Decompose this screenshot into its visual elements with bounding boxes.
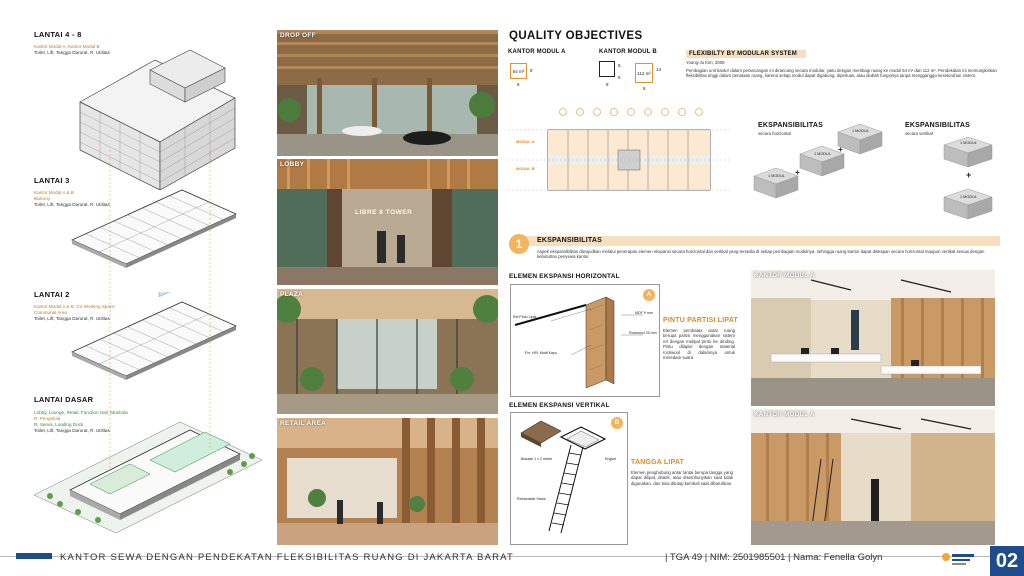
binus-logo-icon: [938, 549, 976, 571]
floor-use: Toilet, Lift, Tangga Darurat, R. Utilitas: [34, 316, 110, 321]
module-b-square: [599, 61, 615, 77]
callout-label: Engsel: [605, 457, 616, 461]
section-title: EKSPANSIBILITAS: [537, 237, 602, 244]
lobby-render-image: [277, 159, 498, 285]
section-body: Aspek ekspansibilitas diwujudkan melalui penerapan elemen ekspansi secara horizontal dan vertikal yang tersedia di setiap pembagian modulnya, sehingga ruang kantor dapat diekspan secara horizontal maupun vertikal sesuai dengan kebutuhan penyewa kantor.: [537, 249, 985, 260]
lobby-sign: LIBRE 8 TOWER: [355, 209, 413, 216]
plus-sign: +: [966, 170, 972, 180]
modular-floor-plan: [508, 100, 730, 220]
module-b-dim: 6: [618, 75, 621, 80]
plus-sign: +: [795, 168, 800, 177]
vertical-modules-diagram: [940, 135, 1000, 225]
callout-label: MDF 9 mm: [635, 311, 653, 315]
module-block-label: 1 MODUL: [960, 141, 977, 145]
elem-v-title: ELEMEN EKSPANSI VERTIKAL: [509, 402, 610, 409]
module-b-dim: 8: [618, 63, 621, 68]
elem-h-title: ELEMEN EKSPANSI HORIZONTAL: [509, 273, 620, 280]
render-plaza: [277, 289, 498, 414]
horizontal-modules-diagram: [748, 120, 898, 220]
floor-title: LANTAI 3: [34, 176, 70, 185]
plan-label: MODUL A: [516, 139, 535, 144]
callout-label: Fin. HPL Motif Kayu: [525, 351, 557, 355]
elem-h-name: PINTU PARTISI LIPAT: [663, 317, 738, 324]
floor-title: LANTAI DASAR: [34, 395, 94, 404]
stack-guide-lines: [100, 150, 220, 480]
floor-use: Kantor Modul A & B: [34, 190, 74, 195]
render-lobby: [277, 159, 498, 285]
module-a-dim: 8: [530, 68, 533, 73]
ekspan-h-sub: secara horizontal: [758, 131, 791, 136]
floor-use: R. Servis, Loading Dock: [34, 422, 84, 427]
floor-title: LANTAI 2: [34, 290, 70, 299]
module-b-area: 112 m²: [635, 63, 653, 83]
drop-off-render-image: [277, 30, 498, 156]
photo-label: KANTOR MODUL A: [754, 272, 815, 279]
retail-render-image: [277, 418, 498, 545]
footer-meta: | TGA 49 | NIM: 2501985501 | Nama: Fenella Golyn: [665, 552, 883, 563]
floor-use: Kantor Modul A, Kantor Modul B: [34, 44, 100, 49]
module-a-area: 64 m²: [510, 63, 527, 79]
photo-kantor-modul-a-2: [751, 409, 995, 545]
floor-use: Toilet, Lift, Tangga Darurat, R. Utilitas: [34, 428, 110, 433]
floor-use: Kantor Modul A & B, Co-Working Space: [34, 304, 115, 309]
render-drop-off: [277, 30, 498, 156]
callout-label: Bukaan 1 x 2 meter: [521, 457, 553, 461]
module-b-title: KANTOR MODUL B: [599, 49, 657, 55]
binus-logo: [938, 549, 976, 571]
elem-v-panel: [510, 412, 628, 545]
plaza-render-image: [277, 289, 498, 414]
page-number: 02: [990, 546, 1024, 576]
module-block-label: 1 MODUL: [768, 174, 785, 178]
office-photo-1: [751, 270, 995, 406]
floor-use: Lobby, Lounge, Retail, Function Hall, Mushola: [34, 410, 128, 415]
render-retail: [277, 418, 498, 545]
floor-use: Communal Area: [34, 310, 67, 315]
callout-label: Rel Pintu Lipat: [513, 315, 537, 319]
render-label: PLAZA: [280, 291, 304, 298]
plus-sign: +: [838, 145, 843, 154]
render-label: LOBBY: [280, 161, 305, 168]
elem-v-name: TANGGA LIPAT: [631, 459, 685, 466]
flex-banner: FLEXIBILTY BY MODULAR SYSTEM: [686, 50, 806, 58]
elem-v-desc: Elemen penghubung antar lantai berupa tangga yang dapat dilipat, ditarik, atau disembunyikan saat tidak digunakan, dan bisa ditutup kembali saat dibutuhkan.: [631, 470, 733, 486]
module-b-dim: 8: [606, 82, 609, 87]
module-block-label: 1 MODUL: [960, 195, 977, 199]
module-b-dim: 8: [643, 86, 646, 91]
ekspan-h-title: EKSPANSIBILITAS: [758, 122, 823, 129]
callout-label: Retractable Stairs: [517, 497, 546, 501]
elem-h-panel: [510, 284, 660, 397]
floor-title: LANTAI 4 - 8: [34, 30, 82, 39]
flex-body: Pembagian unit kantor dalam perancangan ini dirancang secara modular, yaitu dengan membagi ruang ke modul 64 m² dan 112 m². Pendekatan ini memungkinkan fleksibilitas tinggi dalam penataan ruang, karena setiap modul dapat digabung, diperluas, atau diubah fungsinya tanpa mengganggu keseluruhan sistem.: [686, 68, 997, 79]
retractable-stairs-drawing: [511, 413, 627, 544]
flex-author: Young-Ju Kim, 2008: [686, 60, 725, 65]
module-a-dim: 8: [517, 82, 520, 87]
plan-label: MODUL B: [516, 166, 535, 171]
floor-use: R. Pengelola: [34, 416, 61, 421]
page-title: QUALITY OBJECTIVES: [509, 30, 643, 42]
render-label: RETAIL AREA: [280, 420, 327, 427]
photo-kantor-modul-a-1: [751, 270, 995, 406]
module-block-label: 1 MODUL: [852, 129, 869, 133]
floor-use: Toilet, Lift, Tangga Darurat, R. Utilitas: [34, 50, 110, 55]
render-label: DROP OFF: [280, 32, 316, 39]
footer-accent-bar: [16, 553, 52, 559]
ekspan-v-title: EKSPANSIBILITAS: [905, 122, 970, 129]
section-number: 1: [509, 234, 529, 254]
floor-use: Balcony: [34, 196, 51, 201]
module-b-dim: 14: [656, 67, 662, 72]
module-block-label: 1 MODUL: [814, 152, 831, 156]
elem-h-desc: Elemen pembatas antar ruang berupa partisi menggunakan sistem rel dengan melipat pintu ke dinding. Pintu dilapisi dengan material rockwool di dalamnya untuk meredam suara.: [663, 328, 735, 361]
elem-v-badge: B: [611, 417, 623, 429]
folding-partition-drawing: [511, 285, 659, 396]
callout-label: Rockwool 25 mm: [629, 331, 657, 335]
elem-h-badge: A: [643, 289, 655, 301]
floor-use: Toilet, Lift, Tangga Darurat, R. Utilitas: [34, 202, 110, 207]
office-photo-2: [751, 409, 995, 545]
ekspan-v-sub: secara vertikal: [905, 131, 933, 136]
photo-label: KANTOR MODUL A: [754, 411, 815, 418]
module-a-title: KANTOR MODUL A: [508, 49, 566, 55]
footer-title: KANTOR SEWA DENGAN PENDEKATAN FLEKSIBILITAS RUANG DI JAKARTA BARAT: [60, 552, 515, 563]
